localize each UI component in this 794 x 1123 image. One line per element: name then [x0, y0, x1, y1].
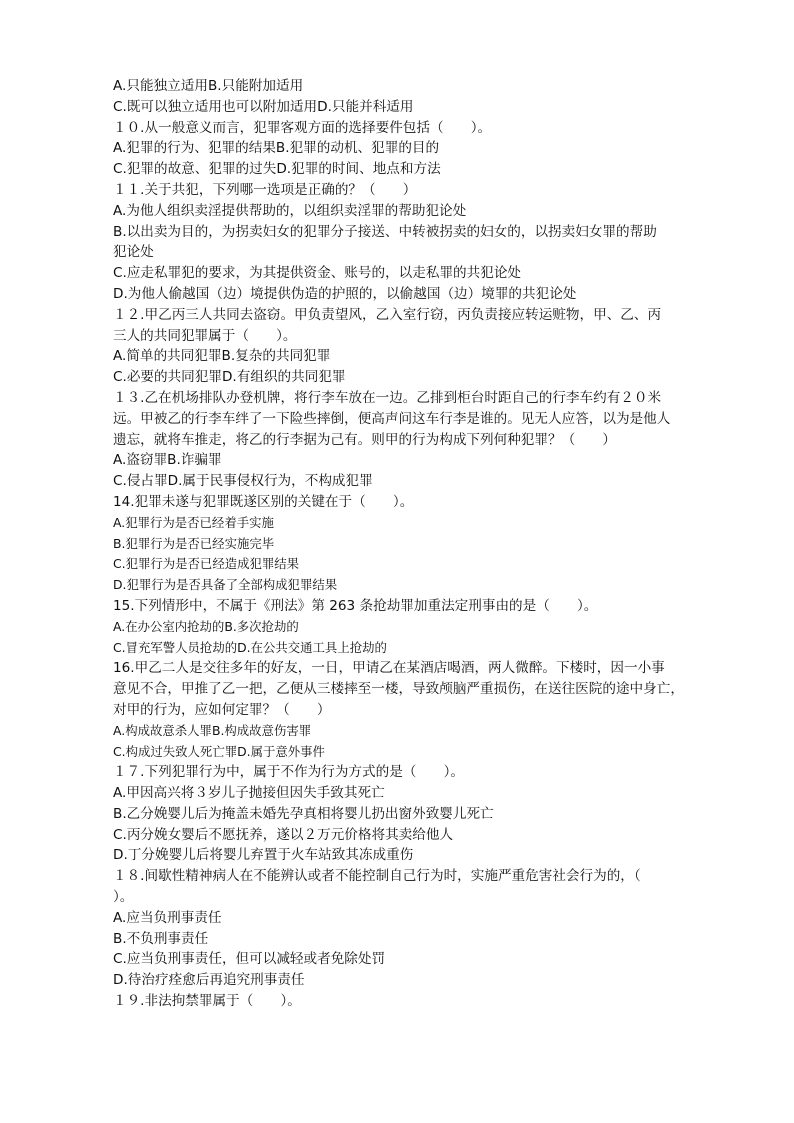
line-text: D.为他人偷越国（边）境提供伪造的护照的，以偷越国（边）境罪的共犯论处 — [113, 285, 577, 302]
text-line — [113, 346, 703, 367]
line-text: 14.犯罪未遂与犯罪既遂区别的关键在于（ ）。 — [113, 493, 414, 510]
text-line — [113, 596, 703, 617]
line-text: １１.关于共犯，下列哪一选项是正确的？（ ） — [113, 181, 417, 198]
text-line — [113, 471, 703, 492]
text-line — [113, 845, 703, 866]
text-line — [113, 700, 703, 721]
line-option-text: D.在公共交通工具上抢劫的 — [237, 639, 387, 655]
line-option-text: B.复杂的共同犯罪 — [221, 348, 331, 365]
text-line — [113, 679, 703, 700]
line-text: １７.下列犯罪行为中，属于不作为行为方式的是（ ）。 — [113, 764, 464, 781]
text-line — [113, 409, 703, 430]
text-line — [113, 783, 703, 804]
line-text: 犯论处 — [113, 244, 154, 261]
line-text: C.应走私罪犯的要求，为其提供资金、账号的，以走私罪的共犯论处 — [113, 265, 522, 282]
line-text: C.犯罪行为是否已经造成犯罪结果 — [113, 556, 300, 572]
line-text: １０.从一般意义而言，犯罪客观方面的选择要件包括（ ）。 — [113, 119, 492, 136]
line-text: B.乙分娩婴儿后为掩盖未婚先孕真相将婴儿扔出窗外致婴儿死亡 — [113, 805, 494, 822]
text-line — [113, 159, 703, 180]
line-option-text: D.有组织的共同犯罪 — [221, 369, 346, 386]
line-text: C.侵占罪 — [113, 473, 168, 490]
document-page — [113, 76, 703, 1012]
text-line — [113, 97, 703, 118]
text-line — [113, 929, 703, 950]
text-line — [113, 222, 703, 243]
text-line — [113, 388, 703, 409]
line-text: 三人的共同犯罪属于（ ）。 — [113, 327, 297, 344]
text-line — [113, 825, 703, 846]
line-text: D.丁分娩婴儿后将婴儿弃置于火车站致其冻成重伤 — [113, 847, 414, 864]
line-text: A.甲因高兴将３岁儿子抛接但因失手致其死亡 — [113, 785, 385, 802]
line-text: A.为他人组织卖淫提供帮助的，以组织卖淫罪的帮助犯论处 — [113, 202, 467, 219]
text-line — [113, 742, 703, 763]
line-text: A.构成故意杀人罪 — [113, 722, 212, 738]
line-text: １８.间歇性精神病人在不能辨认或者不能控制自己行为时，实施严重危害社会行为的，（ — [113, 868, 641, 885]
text-line — [113, 658, 703, 679]
line-text: 意见不合，甲推了乙一把，乙便从三楼摔至一楼，导致颅脑严重损伤，在送往医院的途中身亡， — [113, 681, 684, 698]
text-line — [113, 866, 703, 887]
text-line — [113, 242, 703, 263]
text-line — [113, 118, 703, 139]
line-option-text: D.属于民事侵权行为，不构成犯罪 — [167, 473, 373, 490]
line-option-text: D.犯罪的时间、地点和方法 — [276, 161, 441, 178]
text-line — [113, 554, 703, 575]
text-line — [113, 721, 703, 742]
line-text: A.简单的共同犯罪 — [113, 348, 222, 365]
line-text: B.犯罪行为是否已经实施完毕 — [113, 535, 275, 551]
text-line — [113, 908, 703, 929]
text-line — [113, 617, 703, 638]
line-text: C.丙分娩女婴后不愿抚养，遂以２万元价格将其卖给他人 — [113, 826, 454, 843]
line-option-text: B.构成故意伤害罪 — [211, 722, 312, 738]
text-line — [113, 762, 703, 783]
line-option-text: B.多次抢劫的 — [224, 618, 299, 634]
line-text: 16.甲乙二人是交往多年的好友，一日，甲请乙在某酒店喝酒，两人微醉。下楼时，因一小事 — [113, 660, 665, 677]
text-line — [113, 970, 703, 991]
line-text: B.以出卖为目的，为拐卖妇女的犯罪分子接送、中转被拐卖的妇女的，以拐卖妇女罪的帮助 — [113, 223, 657, 240]
line-text: B.不负刑事责任 — [113, 930, 209, 947]
line-option-text: D.只能并科适用 — [317, 98, 414, 115]
line-text: １９.非法拘禁罪属于（ ）。 — [113, 993, 301, 1010]
line-text: C.既可以独立适用也可以附加适用 — [113, 98, 318, 115]
text-line — [113, 326, 703, 347]
line-option-text: B.诈骗罪 — [167, 452, 222, 469]
line-text: C.构成过失致人死亡罪 — [113, 743, 238, 759]
text-line — [113, 450, 703, 471]
line-option-text: B.犯罪的动机、犯罪的目的 — [275, 140, 440, 157]
line-text: A.应当负刑事责任 — [113, 909, 222, 926]
text-line — [113, 534, 703, 555]
line-text: A.犯罪行为是否已经着手实施 — [113, 514, 274, 530]
line-text: C.冒充军警人员抢劫的 — [113, 639, 238, 655]
text-line — [113, 76, 703, 97]
line-option-text: D.属于意外事件 — [237, 743, 325, 759]
text-line — [113, 138, 703, 159]
text-line — [113, 263, 703, 284]
text-line — [113, 804, 703, 825]
line-text: A.在办公室内抢劫的 — [113, 618, 225, 634]
line-text: A.犯罪的行为、犯罪的结果 — [113, 140, 276, 157]
line-text: 远。甲被乙的行李车绊了一下险些摔倒，便高声问这车行李是谁的。见无人应答，以为是他人 — [113, 410, 671, 427]
line-text: １３.乙在机场排队办登机牌，将行李车放在一边。乙排到柜台时距自己的行李车约有２０米 — [113, 389, 662, 406]
line-text: D.待治疗痊愈后再追究刑事责任 — [113, 972, 305, 989]
text-line — [113, 991, 703, 1012]
text-line — [113, 887, 703, 908]
line-text: A.盗窃罪 — [113, 452, 168, 469]
text-line — [113, 305, 703, 326]
text-line — [113, 430, 703, 451]
text-line — [113, 638, 703, 659]
text-line — [113, 367, 703, 388]
line-text: C.必要的共同犯罪 — [113, 369, 222, 386]
line-text: 遗忘，就将车推走，将乙的行李据为己有。则甲的行为构成下列何种犯罪？（ ） — [113, 431, 616, 448]
text-line — [113, 492, 703, 513]
line-text: １２.甲乙丙三人共同去盗窃。甲负责望风，乙入室行窃，丙负责接应转运赃物，甲、乙、丙 — [113, 306, 662, 323]
text-line — [113, 949, 703, 970]
line-option-text: B.只能附加适用 — [207, 78, 304, 94]
line-text: 对甲的行为，应如何定罪？（ ） — [113, 701, 331, 718]
text-line — [113, 201, 703, 222]
line-text: 15.下列情形中，不属于《刑法》第 263 条抢劫罪加重法定刑事由的是（ ）。 — [113, 597, 598, 614]
text-line — [113, 180, 703, 201]
line-text: C.应当负刑事责任，但可以减轻或者免除处罚 — [113, 951, 386, 968]
text-line — [113, 575, 703, 596]
line-text: D.犯罪行为是否具备了全部构成犯罪结果 — [113, 577, 338, 593]
text-line — [113, 284, 703, 305]
text-line — [113, 513, 703, 534]
line-text: C.犯罪的故意、犯罪的过失 — [113, 161, 277, 178]
line-text: ）。 — [113, 889, 134, 906]
line-text: A.只能独立适用 — [113, 78, 208, 94]
